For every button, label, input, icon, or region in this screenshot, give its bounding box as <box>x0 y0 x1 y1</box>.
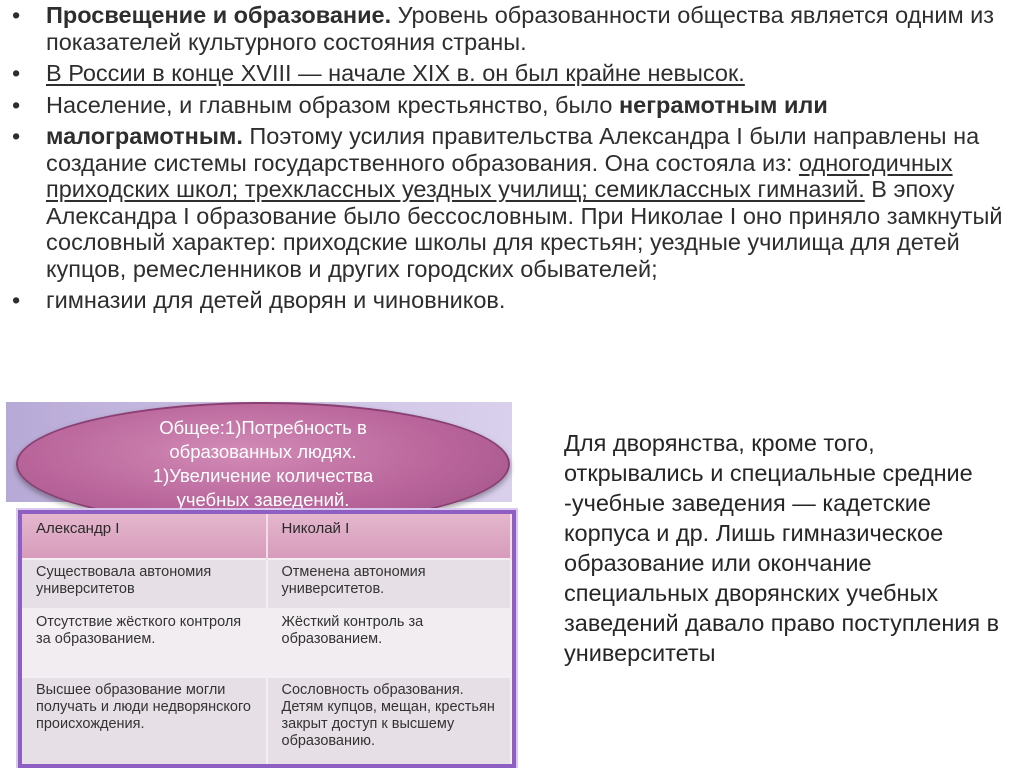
summary-ellipse <box>16 402 510 526</box>
ellipse-line: 1)Увеличение количества <box>152 465 374 486</box>
list-item <box>12 92 1017 119</box>
bullet-mark: • <box>12 287 21 313</box>
bullet-mark: • <box>12 123 21 149</box>
table-header-row <box>22 514 511 559</box>
ellipse-line: образованных людях. <box>169 441 357 462</box>
bold-phrase: малограмотным. <box>46 123 243 149</box>
bold-phrase: Просвещение и образование. <box>46 2 392 28</box>
side-paragraph: Для дворянства, кроме того, открывались и специальные средние -учебные заведения — кадетские корпуса и др. Лишь гимназическое образование или окончание специальных дворянских учебных заведений давало право поступления в университеты <box>564 430 1000 666</box>
table-row <box>22 559 511 609</box>
bullet-list <box>12 2 1017 319</box>
table-cell: Жёсткий контроль за образованием. <box>267 609 512 677</box>
list-item <box>12 2 1017 55</box>
ellipse-line: Общее:1)Потребность в <box>159 417 367 438</box>
comparison-table <box>22 514 512 764</box>
list-item <box>12 123 1017 282</box>
table-cell: Отсутствие жёсткого контроля за образованием. <box>22 609 267 677</box>
table-cell: Отменена автономия университетов. <box>267 559 512 609</box>
list-item <box>12 287 1017 314</box>
bullet-mark: • <box>12 91 21 118</box>
comparison-figure <box>6 392 514 763</box>
paragraph-text: Уровень образованности общества является одним из показателей культурного состояния страны. <box>46 2 995 55</box>
ellipse-line: учебных заведений. <box>176 489 350 510</box>
bullet-mark: • <box>12 2 21 28</box>
comparison-table-frame <box>18 510 516 768</box>
table-cell: Сословность образования. Детям купцов, мещан, крестьян закрыт доступ к высшему образованию. <box>267 677 512 764</box>
paragraph-text: Поэтому усилия правительства Александра I были направлены на создание системы государственного образования. Она состояла из: <box>46 123 980 176</box>
bold-phrase: неграмотным или <box>618 91 828 118</box>
paragraph-text: гимназии для детей дворян и чиновников. <box>46 287 506 313</box>
table-cell: Высшее образование могли получать и люди недворянского происхождения. <box>22 677 267 764</box>
bullet-mark: • <box>12 60 21 86</box>
paragraph-text: Население, и главным образом крестьянство, было <box>46 91 619 118</box>
header-alexander: Александр I <box>22 514 267 559</box>
list-item <box>12 60 1017 87</box>
table-row <box>22 677 511 764</box>
paragraph-text: В эпоху Александра I образование было бессословным. При Николае I оно приняло замкнутый сословный характер: приходские школы для крестьян; уездные училища для детей купцов, ремесленников и других городских обывателей; <box>46 176 1003 282</box>
underlined-phrase: В России в конце XVIII — начале XIX в. он был крайне невысок. <box>46 60 745 86</box>
table-row <box>22 609 511 677</box>
header-nicholas: Николай I <box>267 514 512 559</box>
table-cell: Существовала автономия университетов <box>22 559 267 609</box>
underlined-phrase: одногодичных приходских школ; трехклассных уездных училищ; семиклассных гимназий. <box>46 149 953 202</box>
